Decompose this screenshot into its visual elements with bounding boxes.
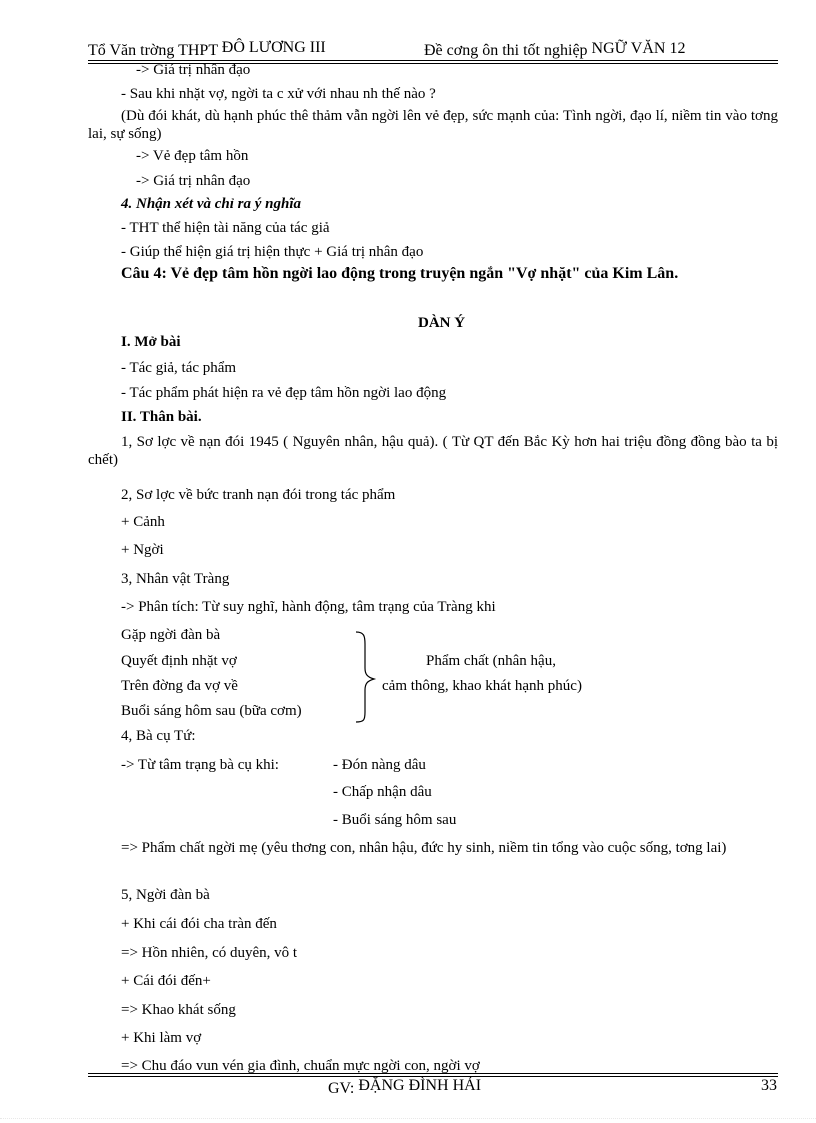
paragraph: (Dù đói khát, dù hạnh phúc thê thảm vẫn ngời lên vẻ đẹp, sức mạnh của: Tình ngời, đạo lí, niềm tin vào tơng lai, sự sống): [88, 108, 778, 142]
question-heading: Câu 4: Vẻ đẹp tâm hồn ngời lao động trong truyện ngắn "Vợ nhặt" của Kim Lân.: [121, 265, 679, 282]
section-heading: II. Thân bài.: [121, 409, 202, 425]
text-line: + Cái đói đến+: [121, 973, 211, 989]
text-line: 4, Bà cụ Tứ:: [121, 728, 196, 744]
text-line: - Giúp thể hiện giá trị hiện thực + Giá trị nhân đạo: [121, 244, 424, 260]
header-school: ĐÔ LƯƠNG III: [221, 39, 326, 56]
footer-teacher: [328, 1077, 481, 1095]
text-line: Trên đờng đa vợ về: [121, 678, 238, 694]
header-right-pre: Đề cơng ôn thi tốt nghiệp: [424, 42, 592, 59]
text-line: + Cảnh: [121, 514, 165, 530]
text-line: Quyết định nhặt vợ: [121, 653, 237, 669]
text-line: Gặp ngời đàn bà: [121, 627, 221, 643]
text-line: 5, Ngời đàn bà: [121, 887, 210, 903]
text-line: -> Giá trị nhân đạo: [136, 62, 251, 78]
text-line: -> Phân tích: Từ suy nghĩ, hành động, tâm trạng của Tràng khi: [121, 599, 496, 615]
footer-rule-1: [88, 1073, 778, 1074]
text-line: - Tác phẩm phát hiện ra vẻ đẹp tâm hồn ngời lao động: [121, 385, 447, 401]
teacher-label: GV:: [328, 1080, 359, 1097]
text-line: + Khi cái đói cha tràn đến: [121, 916, 277, 932]
section-heading: I. Mở bài: [121, 334, 181, 350]
section-heading: 4. Nhận xét và chỉ ra ý nghĩa: [121, 196, 302, 212]
text-line: + Ngời: [121, 542, 164, 558]
text-line: + Khi làm vợ: [121, 1030, 202, 1046]
text-line: -> Từ tâm trạng bà cụ khi:: [121, 757, 279, 773]
text-line: Phẩm chất (nhân hậu,: [426, 653, 556, 669]
page-number: 33: [761, 1077, 777, 1094]
text-line: 3, Nhân vật Tràng: [121, 571, 230, 587]
text-line: -> Vẻ đẹp tâm hồn: [136, 148, 249, 164]
text-line: => Khao khát sống: [121, 1002, 236, 1018]
header-left: Tổ Văn trờng THPT: [88, 42, 222, 59]
text-line: => Hồn nhiên, có duyên, vô t: [121, 945, 298, 961]
paragraph: 1, Sơ lợc về nạn đói 1945 ( Nguyên nhân, hậu quả). ( Từ QT đến Bắc Kỳ hơn hai triệu đồng đồng bào ta bị chết): [88, 434, 778, 468]
running-header: [88, 39, 326, 60]
text-line: - THT thể hiện tài năng của tác giả: [121, 220, 330, 236]
curly-brace-icon: [352, 630, 378, 724]
text-line: - Buổi sáng hôm sau: [333, 812, 457, 828]
paragraph: => Phẩm chất ngời mẹ (yêu thơng con, nhân hậu, đức hy sinh, niềm tin tổng vào cuộc sống, tơng lai): [121, 840, 727, 856]
text-line: cảm thông, khao khát hạnh phúc): [382, 678, 582, 694]
outline-title: DÀN Ý: [418, 315, 466, 331]
text-line: - Chấp nhận dâu: [333, 784, 432, 800]
text-line: Buổi sáng hôm sau (bữa cơm): [121, 703, 302, 719]
text-line: - Đón nàng dâu: [333, 757, 426, 773]
header-right: [424, 42, 685, 60]
text-line: - Sau khi nhặt vợ, ngời ta c xử với nhau nh thế nào ?: [121, 86, 436, 102]
text-line: - Tác giả, tác phẩm: [121, 360, 237, 376]
text-line: => Chu đáo vun vén gia đình, chuẩn mực ngời con, ngời vợ: [121, 1058, 480, 1074]
header-subject: NGỮ VĂN 12: [591, 40, 686, 57]
teacher-name: ĐẶNG ĐÌNH HẢI: [358, 1077, 482, 1094]
page-edge: [0, 1118, 816, 1119]
text-line: -> Giá trị nhân đạo: [136, 173, 251, 189]
text-line: 2, Sơ lợc về bức tranh nạn đói trong tác phẩm: [121, 487, 396, 503]
